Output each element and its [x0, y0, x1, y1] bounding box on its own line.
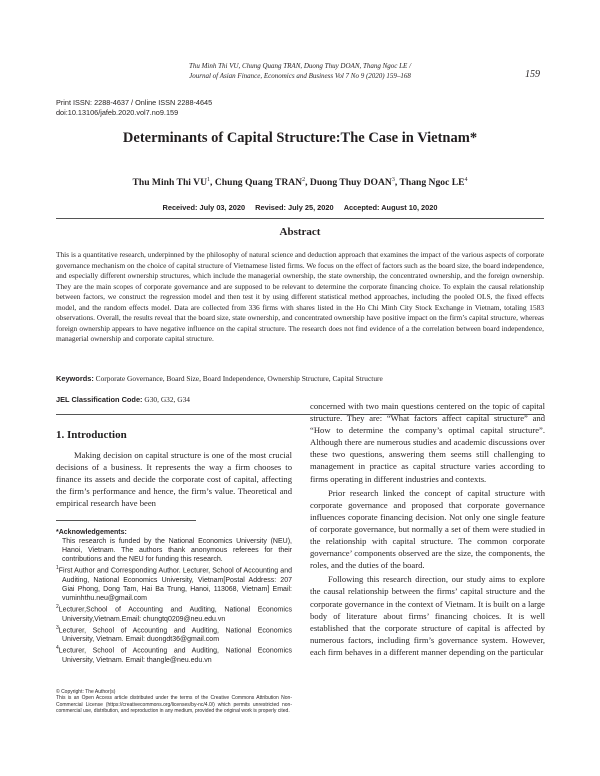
- footnotes: [56, 528, 292, 665]
- paper-title: Determinants of Capital Structure:The Case in Vietnam*: [122, 130, 478, 146]
- intro-paragraph: Following this research direction, our study aims to explore the causal relationship between the firms’ capital structure and the corporate governance in the context of Vietnam. It is built on a large body of literature about firms’ financing choices. It is well established that the corporate structure of capital is affected by numerous factors, including firm’s governance system. However, each firm behaves in a different manner depending on the particular: [310, 574, 545, 657]
- running-head-authors: Thu Minh Thi VU, Chung Quang TRAN, Duong Thuy DOAN, Thang Ngoc LE /: [188, 62, 412, 70]
- author-name: Duong Thuy DOAN: [309, 177, 392, 189]
- license-text: This is an Open Access article distributed under the terms of the Creative Commons Attribution Non-Commercial License (https://creativecommons.org/licenses/by-nc/4.0/) which permits unrestricted non-commercial use, distribution, and reproduction in any medium, provided the original work is properly cited.: [56, 695, 292, 715]
- author-list: Thu Minh Thi $VU^1$, Chung Quang TRAN$^2$, Duong Thuy DOAN$^3$, Thang Ngoc $LE^4$: [132, 177, 468, 189]
- jel-label: JEL Classification Code:: [56, 395, 143, 404]
- author-name: Thang Ngoc LE: [399, 177, 465, 189]
- issn: Print ISSN: 2288-4637 / Online ISSN 2288-4645: [56, 98, 213, 107]
- footnote-item: $^4$Lecturer, School of Accounting and Auditing, National Economics University, Vietnam. Email: thangle@neu.edu.vn: [56, 645, 292, 664]
- footnote-item: $^3$Lecturer, School of Accounting and Auditing, National Economics University, Vietnam. Email: duongdt36@gmail.com: [56, 624, 292, 644]
- author-name: Thu Minh Thi VU: [132, 177, 208, 189]
- author-sup: 3: [391, 177, 395, 183]
- jel-codes: G30, G32, G34: [144, 395, 190, 404]
- copyright-line: © Copyright: The Author(s): [56, 689, 116, 695]
- section-heading: 1. Introduction: [56, 429, 127, 441]
- keywords-text: Corporate Governance, Board Size, Board Independence, Ownership Structure, Capital Structure: [95, 374, 383, 383]
- author-sup: 2: [302, 177, 306, 183]
- issn-block: [56, 98, 212, 118]
- acknowledgements-text: This research is funded by the National Economics University (NEU), Hanoi, Vietnam. The authors thank anonymous referees for their contributions and the NEU for funding this research.: [62, 538, 292, 564]
- author-sup: 1: [207, 177, 211, 183]
- acknowledgements-heading: *Acknowledgements:: [56, 529, 127, 536]
- dates-line: [40, 203, 560, 212]
- intro-paragraph: concerned with two main questions centered on the topic of capital structure. They are: “What factors affect capital structure” and “How to determine the company’s optimal capital structure”. Although there are numerous studies and academic discussions over these two questions, answering them seems still challenging to management in practice as capital structure varies according to firms operating in different industries and contexts.: [310, 401, 545, 484]
- running-head-journal: Journal of Asian Finance, Economics and Business Vol 7 No 9 (2020) 159–168: [189, 71, 411, 80]
- intro-paragraph: Making decision on capital structure is one of the most crucial decisions of a business. It represents the way a firm chooses to finance its assets and decide the corporate cost of capital, affecting the firm’s performance and hence, the firm’s value. Theoretical and empirical research have been: [56, 450, 292, 509]
- doi: doi:10.13106/jafeb.2020.vol7.no9.159: [56, 108, 179, 117]
- accepted-date: Accepted: August 10, 2020: [343, 203, 438, 212]
- intro-right-column: [310, 400, 545, 658]
- copyright-notice: [56, 689, 292, 715]
- footnote-divider: [56, 520, 196, 521]
- abstract-heading: Abstract: [279, 226, 321, 238]
- keywords-label: Keywords:: [56, 374, 94, 383]
- revised-date: Revised: July 25, 2020: [255, 203, 334, 212]
- intro-paragraph: Prior research linked the concept of capital structure with corporate governance and proposed that corporate governance influences coporate financing decision. Not only one single feature of corporate governance, but normally a set of them were studied in the relationship with capital structure. The common corporate governance’ components observed are the size, the components, the roles, and the duties of the board.: [310, 487, 545, 571]
- running-head: [150, 62, 450, 81]
- received-date: Received: July 03, 2020: [162, 203, 246, 212]
- abstract-text: This is a quantitative research, underpinned by the philosophy of natural science and deduction approach that examines the impact of the various aspects of corporate governance mechanism on the choice of capital structure of Vietnamese listed firms. We focus on the effect of factors such as the board size, the board independence, and especially different ownership structures, which include the managerial ownership, the state ownership, the concentrated ownership, and the foreign ownership. They are the main scopes of corporate governance and are supposed to be relevant to determine the corporate financing choice. To explain the causal relationship between factors, we construct the regression model and then test it by using different statistical method approaches, including the pooled OLS, the fixed effects model, and the random effects model. Data are collected from 336 firms with shares listed in the Ho Chi Minh City Stock Exchange in Vietnam, totaling 1583 observations. Overall, the results reveal that the board size, state ownership, and concentrated ownership have positive impact on the firm’s capital structure, whereas foreign ownership appears to have negative influence on the capital structure. The research does not find evidence of a the correlation between board independence, managerial ownership and corporate capital structure.: [56, 250, 544, 344]
- keywords-line: [56, 374, 544, 383]
- footnote-item: $^1$First Author and Corresponding Author. Lecturer, School of Accounting and Auditing, National Economics University, Vietnam[Postal Address: 207 Giai Phong, Dong Tam, Hai Ba Trung, Hanoi, 113068, Vietnam] Email: vuminhthu.neu@gmail.com: [56, 565, 292, 602]
- footnote-item: $^2$Lecturer,School of Accounting and Auditing, National Economics University,Vietnam.Email: chungtq0209@neu.edu.vn: [56, 604, 292, 623]
- page-number: 159: [525, 69, 540, 80]
- author-name: Chung Quang TRAN: [214, 177, 303, 189]
- author-sup: 4: [464, 177, 468, 183]
- divider: [56, 218, 544, 219]
